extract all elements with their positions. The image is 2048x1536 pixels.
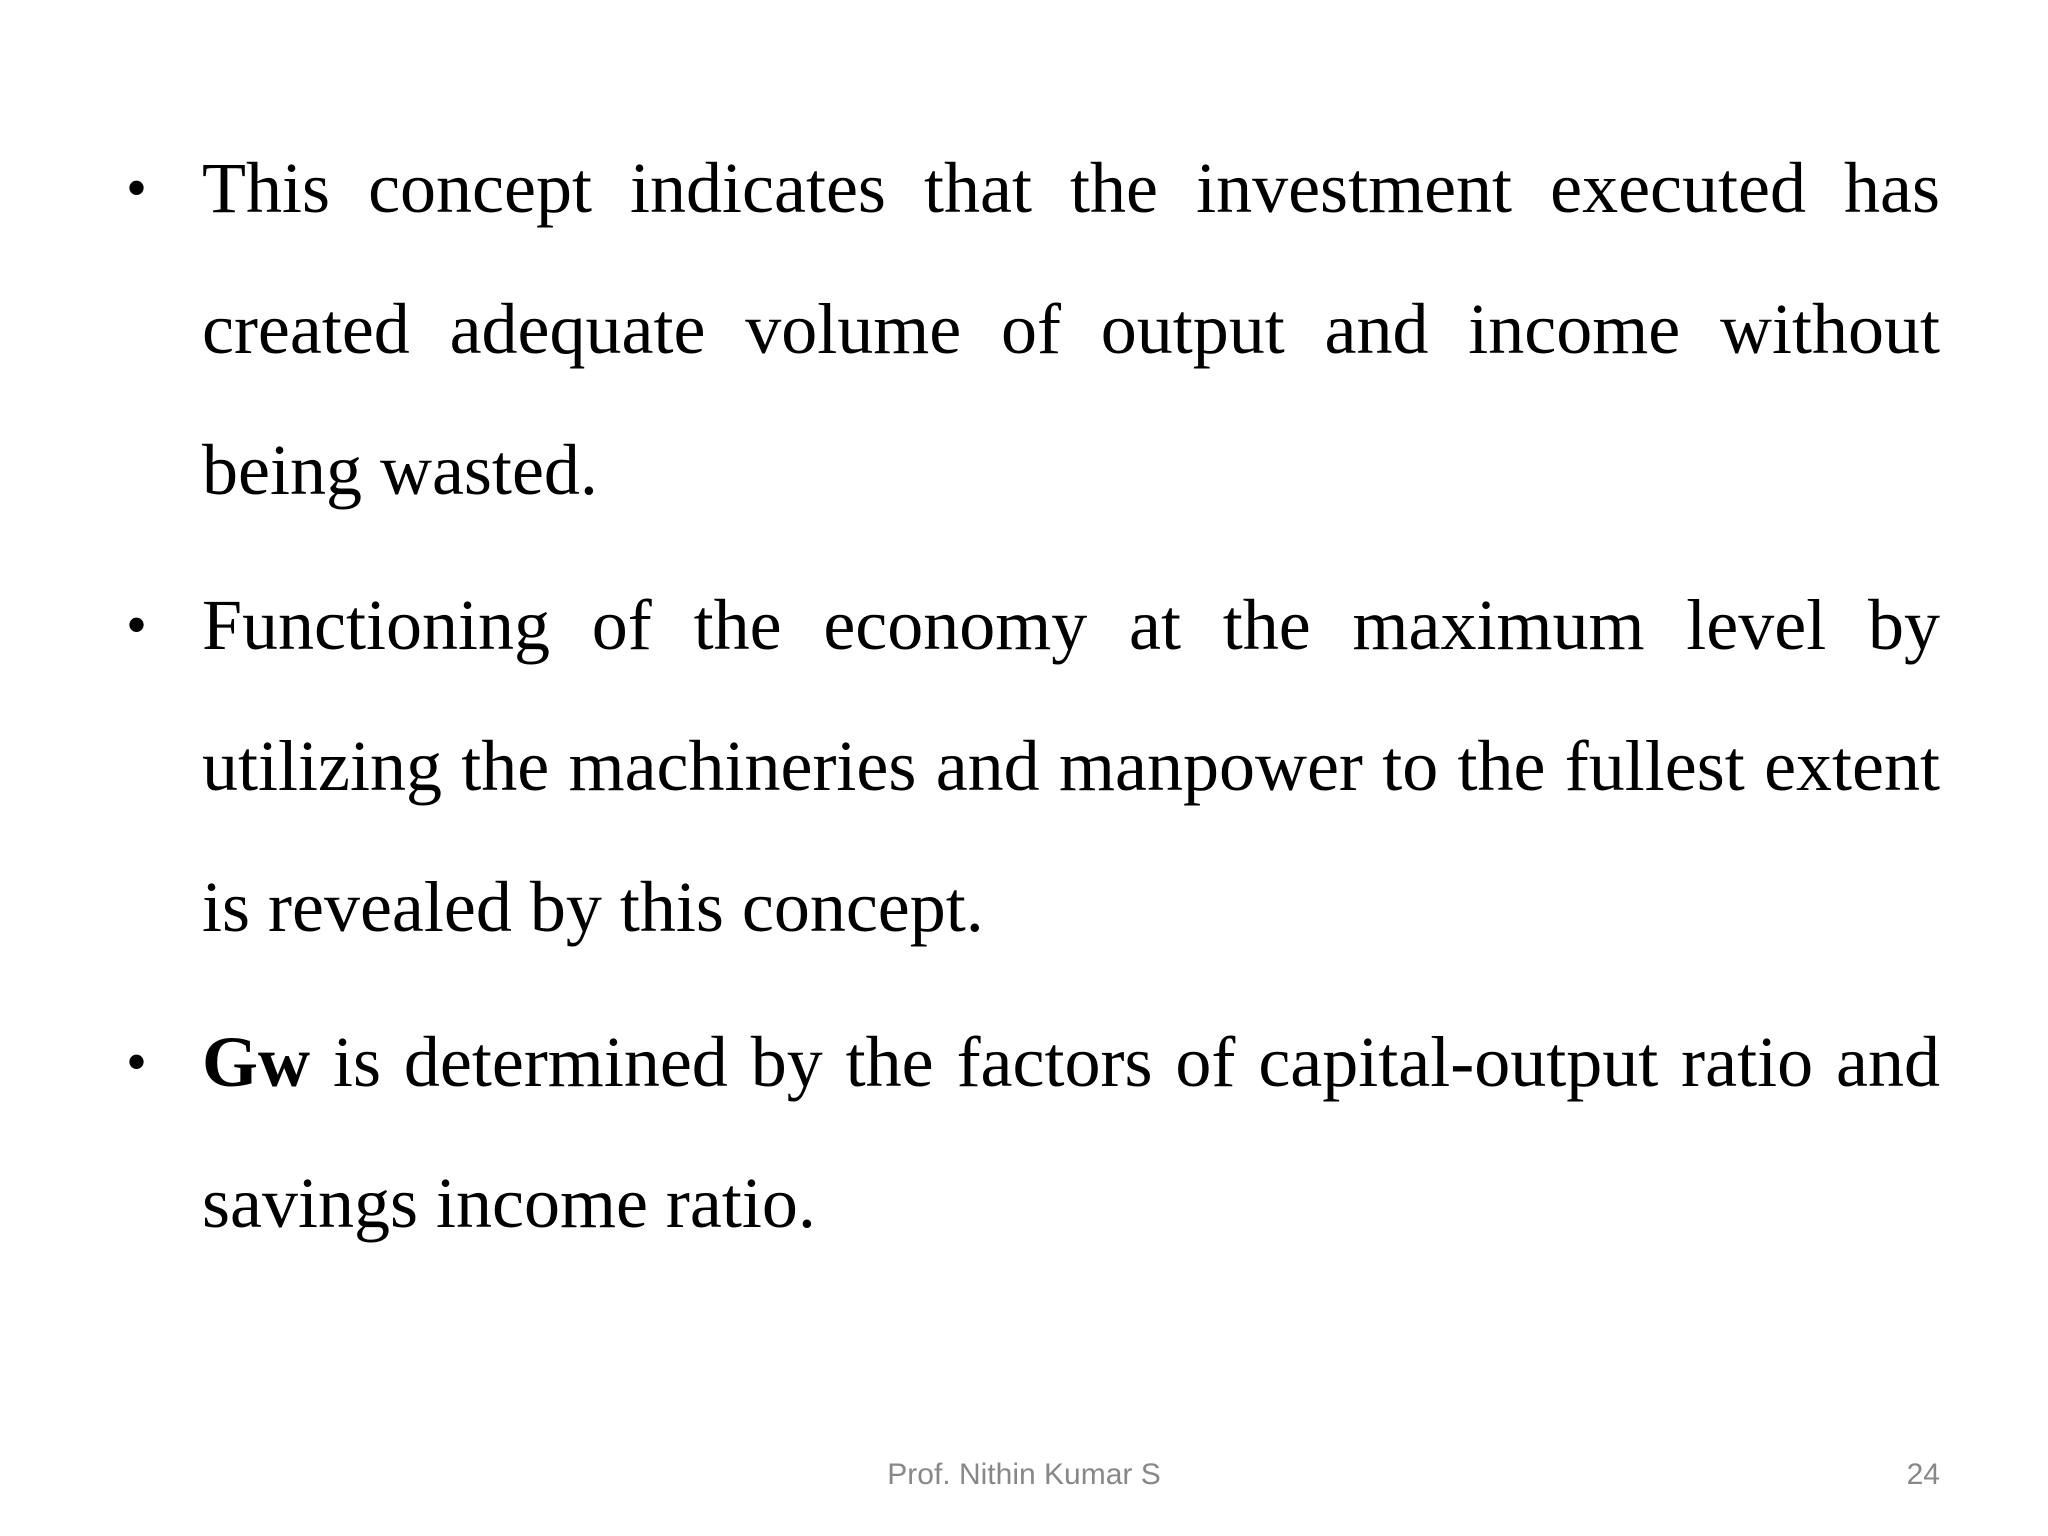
- bullet-marker: •: [126, 155, 148, 221]
- bullet-text: This concept indicates that the investment executed has created adequate volume of output and income without being wasted.: [202, 148, 1940, 510]
- bullet-item: [120, 555, 1940, 978]
- bullet-item: [120, 992, 1940, 1274]
- bullet-text: Functioning of the economy at the maximum level by utilizing the machineries and manpower to the fullest extent is revealed by this concept.: [202, 585, 1940, 947]
- footer-author: Prof. Nithin Kumar S: [887, 1458, 1161, 1491]
- bullet-item: [120, 118, 1940, 541]
- bullet-marker: •: [126, 1029, 148, 1095]
- page-number: 24: [1906, 1458, 1940, 1491]
- bullet-text: is determined by the factors of capital-output ratio and savings income ratio.: [202, 1022, 1940, 1243]
- bullet-bold-term: Gw: [202, 1022, 310, 1102]
- bullet-list: [120, 118, 1940, 1274]
- bullet-marker: •: [126, 592, 148, 658]
